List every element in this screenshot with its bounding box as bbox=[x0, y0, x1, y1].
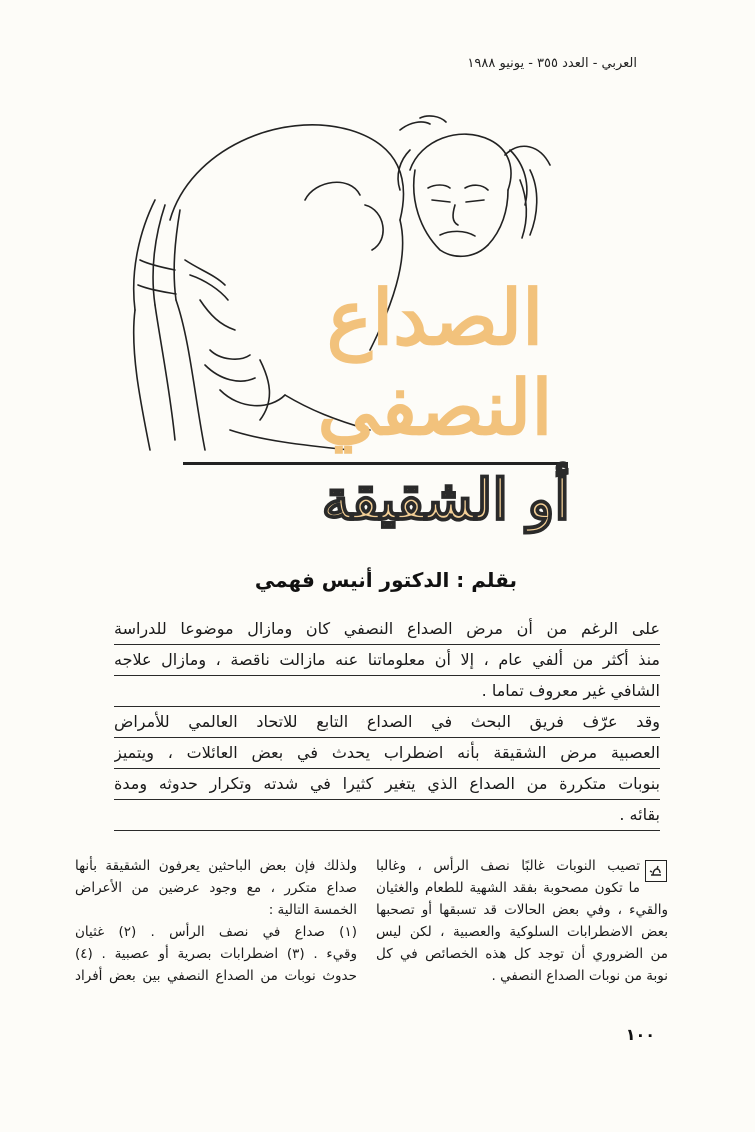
intro-line: بقائه . bbox=[114, 800, 660, 831]
page-number: ١٠٠ bbox=[625, 1025, 655, 1044]
column-line: حدوث نوبات من الصداع النصفي بين بعض أفراد bbox=[75, 968, 357, 984]
author-byline: بقلم : الدكتور أنيس فهمي bbox=[254, 568, 517, 592]
column-left bbox=[75, 855, 357, 987]
column-line: بعض الاضطرابات السلوكية والعصبية ، لكن ليس bbox=[376, 924, 668, 940]
subtitle: أو الشقيقة bbox=[321, 467, 570, 533]
column-line: نوبة من نوبات الصداع النصفي . bbox=[491, 968, 668, 984]
intro-line: وقد عرّف فريق البحث في الصداع التابع للاتحاد العالمي للأمراض bbox=[114, 707, 660, 738]
title-line-1: الصداع bbox=[326, 273, 544, 362]
title-divider bbox=[183, 462, 568, 465]
issue-header: العربي - العدد ٣٥٥ - يونيو ١٩٨٨ bbox=[467, 56, 637, 71]
title-line-2: النصفي bbox=[317, 363, 553, 452]
intro-line: على الرغم من أن مرض الصداع النصفي كان ومازال موضوعا للدراسة bbox=[114, 614, 660, 645]
column-line: وقيء . (٣) اضطرابات بصرية أو عصبية . (٤) bbox=[75, 946, 357, 962]
column-line: تصيب النوبات غالبًا نصف الرأس ، وغالبا bbox=[376, 858, 640, 874]
intro-line: الشافي غير معروف تماما . bbox=[114, 676, 660, 707]
intro-line: بنوبات متكررة من الصداع الذي يتغير كثيرا في شدته وتكرار حدوثه ومدة bbox=[114, 769, 660, 800]
intro-line: العصبية مرض الشقيقة بأنه اضطراب يحدث في بعض العائلات ، ويتميز bbox=[114, 738, 660, 769]
column-line: من الضروري أن توجد كل هذه الخصائص في كل bbox=[376, 946, 668, 962]
column-right bbox=[376, 855, 668, 987]
intro-line: منذ أكثر من ألفي عام ، إلا أن معلوماتنا عنه مازالت ناقصة ، ومازال علاجه bbox=[114, 645, 660, 676]
column-line: والقيء ، وفي بعض الحالات قد تسبقها أو تصحبها bbox=[376, 902, 668, 918]
column-line: (١) صداع في نصف الرأس . (٢) غثيان bbox=[75, 924, 357, 940]
intro-paragraph bbox=[114, 614, 660, 831]
column-line: ولذلك فإن بعض الباحثين يعرفون الشقيقة بأنها bbox=[75, 858, 357, 874]
column-line: الخمسة التالية : bbox=[268, 902, 357, 918]
column-line: ما تكون مصحوبة بفقد الشهية للطعام والغثيان bbox=[376, 880, 640, 896]
column-line: صداع متكرر ، مع وجود عرضين من الأعراض bbox=[75, 880, 357, 896]
